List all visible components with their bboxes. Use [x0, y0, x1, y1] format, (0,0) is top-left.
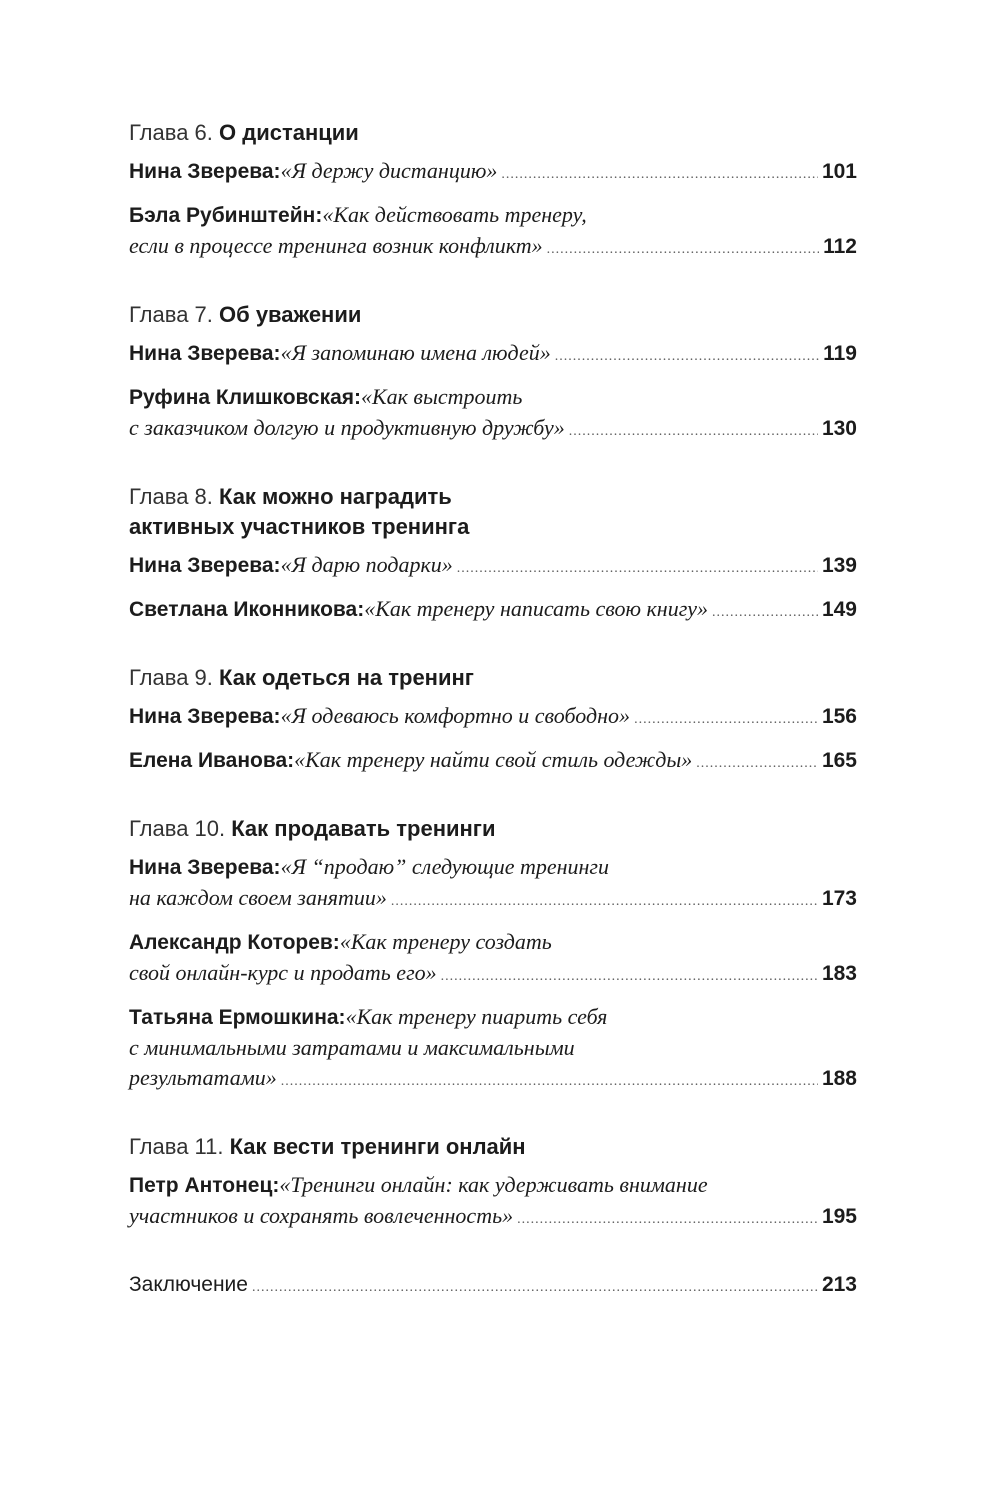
toc-entry-conclusion[interactable]: [129, 1270, 857, 1303]
chapter-6: [129, 118, 857, 265]
dot-leader: [501, 160, 818, 190]
entry-author: Петр Антонец:: [129, 1174, 280, 1197]
entry-author: Елена Иванова:: [129, 749, 295, 772]
entry-title: «Как действовать тренеру,: [322, 202, 587, 227]
page-number: 195: [821, 1205, 857, 1228]
toc-entry[interactable]: [129, 701, 857, 735]
entry-author: Нина Зверева:: [129, 160, 281, 183]
entry-title-continued: на каждом своем занятии»: [129, 885, 387, 910]
chapter-title: [129, 118, 857, 148]
entry-title: «Как тренеру найти свой стиль одежды»: [294, 747, 693, 772]
entry-title: «Как тренеру пиарить себя: [345, 1004, 608, 1029]
chapter-name: Как можно наградить: [219, 484, 452, 509]
chapter-prefix: Глава 10.: [129, 816, 232, 841]
chapter-prefix: Глава 11.: [129, 1134, 230, 1159]
dot-leader: [517, 1205, 818, 1235]
dot-leader: [696, 749, 818, 779]
toc-entry[interactable]: [129, 1002, 857, 1097]
entry-author: Бэла Рубинштейн:: [129, 204, 323, 227]
chapter-7: [129, 300, 857, 447]
toc-entry[interactable]: [129, 338, 857, 372]
chapter-title: [129, 300, 857, 330]
chapter-title: [129, 663, 857, 693]
entry-title: «Я одеваюсь комфортно и свободно»: [280, 703, 631, 728]
page-number: 119: [823, 342, 857, 365]
chapter-11: [129, 1132, 857, 1235]
chapter-name: Как вести тренинги онлайн: [229, 1134, 526, 1159]
dot-leader: [441, 962, 818, 992]
entry-title-continued: результатами»: [129, 1065, 277, 1090]
toc-entry[interactable]: [129, 852, 857, 917]
entry-title: «Я “продаю” следующие тренинги: [280, 854, 610, 879]
toc-entry[interactable]: [129, 200, 857, 265]
entry-author: Александр Которев:: [129, 931, 340, 954]
toc-entry[interactable]: [129, 927, 857, 992]
entry-author: Нина Зверева:: [129, 342, 281, 365]
dot-leader: [252, 1273, 818, 1303]
entry-author: Светлана Иконникова:: [129, 598, 365, 621]
page-number: 213: [821, 1273, 857, 1296]
entry-title: «Как выстроить: [361, 384, 523, 409]
chapter-name-continued: активных участников тренинга: [129, 514, 470, 539]
toc-entry[interactable]: [129, 745, 857, 779]
page-number: 173: [821, 887, 857, 910]
chapter-9: [129, 663, 857, 779]
entry-title-continued: с минимальными затратами и максимальными: [129, 1035, 575, 1060]
page-number: 165: [821, 749, 857, 772]
entry-author: Руфина Клишковская:: [129, 386, 362, 409]
entry-author: Нина Зверева:: [129, 856, 281, 879]
toc-entry[interactable]: [129, 156, 857, 190]
dot-leader: [281, 1067, 818, 1097]
chapter-name: Об уважении: [219, 302, 362, 327]
conclusion-label: Заключение: [129, 1273, 248, 1296]
page-number: 101: [821, 160, 857, 183]
table-of-contents: [129, 118, 857, 1303]
page-number: 149: [821, 598, 857, 621]
entry-title: «Я запоминаю имена людей»: [280, 340, 551, 365]
page-number: 112: [823, 235, 857, 258]
chapter-name: О дистанции: [219, 120, 359, 145]
toc-entry[interactable]: [129, 1170, 857, 1235]
toc-entry[interactable]: [129, 550, 857, 584]
dot-leader: [391, 887, 818, 917]
toc-entry[interactable]: [129, 382, 857, 447]
dot-leader: [555, 342, 819, 372]
dot-leader: [457, 554, 818, 584]
chapter-name: Как одеться на тренинг: [219, 665, 474, 690]
dot-leader: [712, 598, 818, 628]
chapter-title: [129, 482, 857, 542]
page-number: 130: [821, 417, 857, 440]
chapter-prefix: Глава 7.: [129, 302, 219, 327]
dot-leader: [569, 417, 818, 447]
entry-author: Татьяна Ермошкина:: [129, 1006, 346, 1029]
chapter-title: [129, 814, 857, 844]
entry-title: «Я держу дистанцию»: [280, 158, 498, 183]
chapter-10: [129, 814, 857, 1097]
entry-title: «Как тренеру создать: [339, 929, 552, 954]
entry-title-continued: участников и сохранять вовлеченность»: [129, 1203, 514, 1228]
chapter-title: [129, 1132, 857, 1162]
chapter-prefix: Глава 6.: [129, 120, 219, 145]
chapter-name: Как продавать тренинги: [231, 816, 496, 841]
toc-entry[interactable]: [129, 594, 857, 628]
entry-author: Нина Зверева:: [129, 705, 281, 728]
entry-title-continued: с заказчиком долгую и продуктивную дружбу»: [129, 415, 565, 440]
page-number: 139: [821, 554, 857, 577]
chapter-8: [129, 482, 857, 628]
page-number: 183: [821, 962, 857, 985]
entry-title: «Я дарю подарки»: [280, 552, 453, 577]
page-number: 188: [821, 1067, 857, 1090]
chapter-prefix: Глава 9.: [129, 665, 219, 690]
dot-leader: [634, 705, 818, 735]
entry-author: Нина Зверева:: [129, 554, 281, 577]
entry-title-continued: свой онлайн-курс и продать его»: [129, 960, 437, 985]
dot-leader: [547, 235, 819, 265]
chapter-prefix: Глава 8.: [129, 484, 219, 509]
entry-title-continued: если в процессе тренинга возник конфликт»: [129, 233, 543, 258]
entry-title: «Тренинги онлайн: как удерживать внимание: [279, 1172, 708, 1197]
page-number: 156: [821, 705, 857, 728]
entry-title: «Как тренеру написать свою книгу»: [364, 596, 709, 621]
